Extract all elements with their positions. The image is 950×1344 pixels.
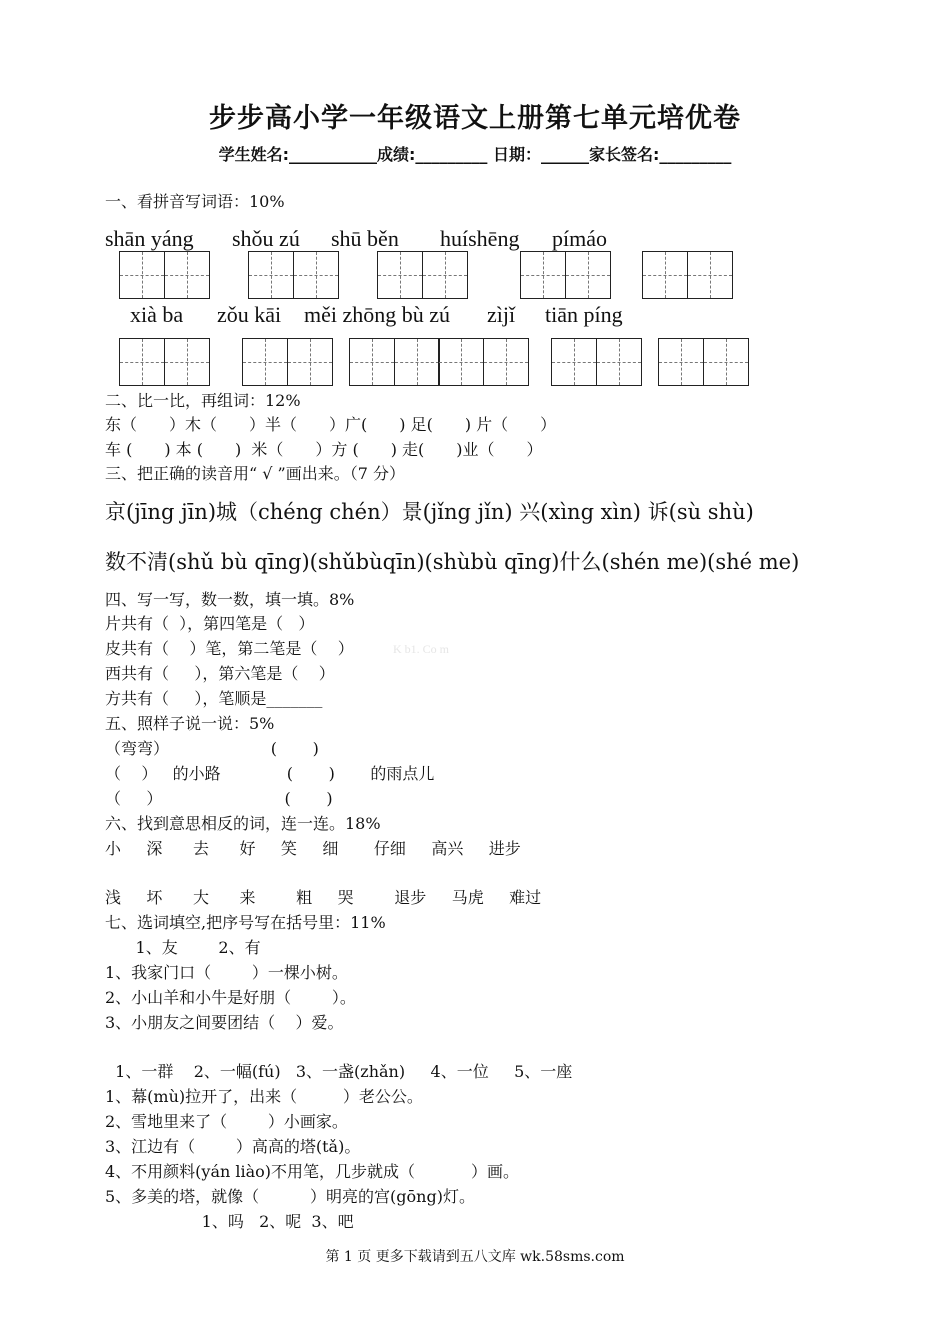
section-7-line: 1、幕(mù)拉开了，出来（ ）老公公。 [105,1087,423,1106]
pinyin-item: zǒu kāi [217,302,282,327]
section-7-options: 1、一群 2、一幅(fú) 3、一盏(zhǎn) 4、一位 5、一座 [105,1062,573,1081]
section-3-line: 京(jīng jīn)城（chéng chén）景(jǐng jǐn) 兴(xìng xìn) 诉(sù shù) [105,500,754,524]
pinyin-item: pímáo [552,226,607,251]
section-7-line: 2、雪地里来了（ ）小画家。 [105,1112,348,1131]
pinyin-item: měi zhōng bù zú [304,302,451,327]
section-2-line: 东（ ）木（ ）半（ ）广( ) 足( ) 片（ ） [105,415,557,434]
section-2-title: 二、比一比，再组词：12% [105,391,301,410]
writing-grid[interactable] [377,251,468,299]
section-7-options: 1、吗 2、呢 3、吧 [105,1212,354,1231]
section-3-line: 数不清(shǔ bù qīng)(shǔbùqīn)(shùbù qīng)什么(shén me)(shé me) [105,550,800,574]
page-title: 步步高小学一年级语文上册第七单元培优卷 [209,103,741,134]
section-1-title: 一、看拼音写词语：10% [105,192,285,211]
section-7-line: 3、小朋友之间要团结（ ）爱。 [105,1013,344,1032]
section-4-line: 皮共有（ ）笔，第二笔是（ ） [105,639,354,658]
pinyin-item: tiān píng [545,302,623,327]
section-7-line: 4、不用颜料(yán liào)不用笔，几步就成（ ）画。 [105,1162,519,1181]
section-5-title: 五、照样子说一说：5% [105,714,275,733]
section-7-line: 3、江边有（ ）高高的塔(tǎ)。 [105,1137,361,1156]
section-7-line: 1、我家门口（ ）一棵小树。 [105,963,348,982]
watermark: K b1. Co m [393,642,450,656]
student-info-line: 学生姓名:___________成绩:_________ 日期：______家长签名:_________ [218,145,732,164]
writing-grid[interactable] [242,338,333,386]
writing-grid[interactable] [642,251,733,299]
section-6-title: 六、找到意思相反的词，连一连。18% [105,814,381,833]
pinyin-item: shǒu zú [232,226,300,251]
writing-grid[interactable] [349,338,529,386]
section-4-line: 片共有（ ），第四笔是（ ） [105,614,315,633]
pinyin-item: xià ba [130,302,184,327]
section-3-title: 三、把正确的读音用“ √ ”画出来。（7 分） [105,464,405,483]
section-6-row: 小 深 去 好 笑 细 仔细 高兴 进步 [105,839,521,858]
section-4-title: 四、写一写，数一数，填一填。8% [105,590,355,609]
writing-grid[interactable] [119,338,210,386]
section-7-line: 2、小山羊和小牛是好朋（ ）。 [105,988,356,1007]
section-7-title: 七、选词填空,把序号写在括号里：11% [105,913,386,932]
writing-grid[interactable] [551,338,642,386]
section-4-line: 方共有（ ），笔顺是_______ [105,689,323,708]
pinyin-item: huíshēng [440,226,520,251]
section-7-line: 5、多美的塔，就像（ ）明亮的宫(gōng)灯。 [105,1187,475,1206]
pinyin-item: shū běn [331,226,399,251]
section-2-line: 车 ( ) 本 ( ) 米（ ）方 ( ) 走( )业（ ） [105,440,543,459]
section-4-line: 西共有（ ），第六笔是（ ） [105,664,335,683]
section-5-line: （ ） ( ) [105,789,333,808]
section-5-line: （ ） 的小路 ( ) 的雨点儿 [105,764,435,783]
writing-grid[interactable] [520,251,611,299]
writing-grid[interactable] [658,338,749,386]
writing-grid[interactable] [248,251,339,299]
pinyin-item: zìjǐ [487,302,516,327]
writing-grid[interactable] [119,251,210,299]
section-7-options: 1、友 2、有 [105,938,261,957]
section-5-line: （弯弯） ( ) [105,739,319,758]
page-footer: 第 1 页 更多下载请到五八文库 wk.58sms.com [325,1249,625,1265]
pinyin-item: shān yáng [105,226,194,251]
section-6-row: 浅 坏 大 来 粗 哭 退步 马虎 难过 [105,888,542,907]
